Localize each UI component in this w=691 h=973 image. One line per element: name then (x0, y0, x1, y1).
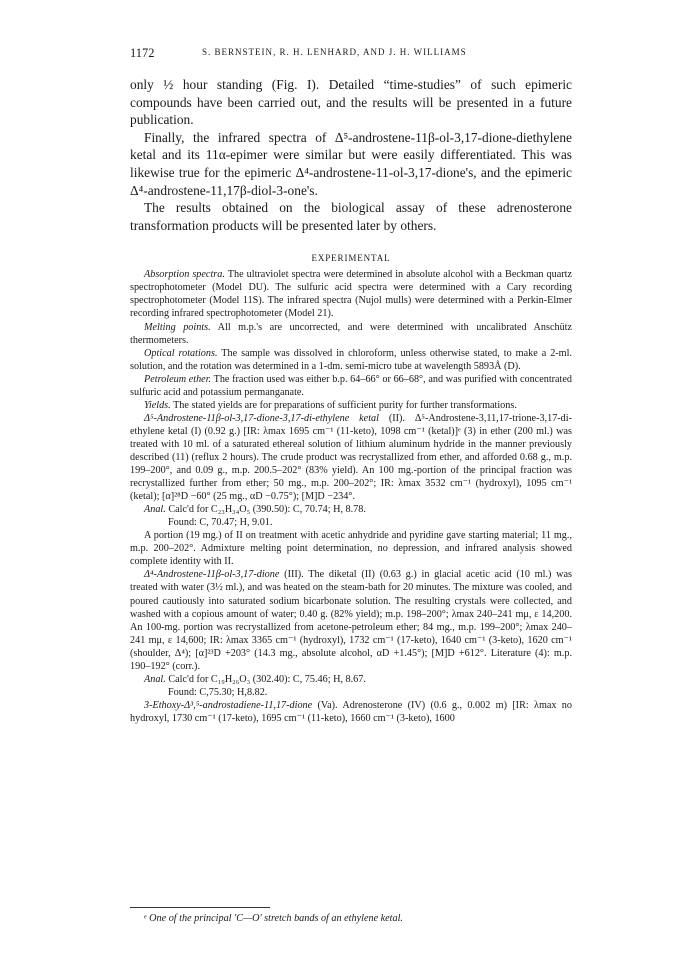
experimental-paragraph (130, 412, 572, 503)
experimental-paragraph (130, 503, 572, 516)
experimental-paragraph (130, 399, 572, 412)
running-title: S. BERNSTEIN, R. H. LENHARD, AND J. H. WILLIAMS (202, 47, 467, 57)
experimental-paragraph (130, 516, 572, 529)
paragraph-text: (III). The diketal (II) (0.63 g.) in glacial acetic acid (10 ml.) was treated with water (3½ ml.), and was heated on the steam-bath for 20 minutes. The mixture was cooled, and poured cautiously into saturated sodium bicarbonate solution. The resulting crystals were collected, and washed with a copious amount of water; 0.40 g. (82% yield); m.p. 198–200°; λmax 240–241 mμ, ε 14,200. An 100-mg. portion was recrystallized from acetone-petroleum ether; 84 mg., m.p. 199–200°; λmax 240–241 mμ, ε 14,600; IR: λmax 3365 cm⁻¹ (hydroxyl), 1732 cm⁻¹ (17-keto), 1640 cm⁻¹ (3-keto), 1620 cm⁻¹ (shoulder, Δ⁴); [α]²³D +203° (14.3 mg., absolute alcohol, αD +1.45°); [M]D +612°. Literature (4): m.p. 190–192° (corr.). (130, 569, 572, 672)
experimental-paragraph (130, 268, 572, 320)
paragraph-label: Melting points. (144, 321, 211, 333)
experimental-paragraph (130, 568, 572, 672)
paragraph-label: Yields. (144, 399, 171, 411)
paragraph-text: Calc'd for C₁₉H₂₆O₃ (302.40): C, 75.46; H, 8.67. (165, 673, 366, 685)
footnote-text: One of the principal 'C—O' stretch bands of an ethylene ketal. (146, 913, 403, 924)
paragraph-label: Petroleum ether. (144, 373, 212, 385)
intro-paragraph: only ½ hour standing (Fig. I). Detailed “time-studies” of such epimeric compounds have been carried out, and the results will be presented in a future publication. (130, 77, 572, 128)
paragraph-text: The sample was dissolved in chloroform, unless otherwise stated, to make a 2-ml. solution, and the rotation was determined in a 1-dm. semi-micro tube at wavelength 5893Å (D). (130, 347, 572, 372)
paragraph-text: The stated yields are for preparations of sufficient purity for further transformations. (170, 399, 517, 411)
paragraph-text: Found: C, 70.47; H, 9.01. (168, 517, 273, 529)
paragraph-text: Found: C,75.30; H,8.82. (168, 686, 268, 698)
experimental-paragraph (130, 699, 572, 725)
section-heading: EXPERIMENTAL (311, 253, 391, 264)
footnote (144, 913, 403, 924)
paragraph-text: All m.p.'s are uncorrected, and were determined with uncalibrated Anschütz thermometers. (130, 321, 573, 346)
paragraph-text: The fraction used was either b.p. 64–66° or 66–68°, and was purified with concentrated sulfuric acid and potassium permanganate. (130, 373, 573, 398)
footnote-mark: ᵉ (144, 913, 147, 924)
experimental-paragraph (130, 686, 572, 699)
paragraph-text: The ultraviolet spectra were determined in absolute alcohol with a Beckman quartz spectrophotometer (Model DU). The sulfuric acid spectra were determined with a Cary recording spectrophotometer (Model 11S). The infrared spectra (Nujol mulls) were determined with a Perkin-Elmer recording infrared spectrophotometer (Model 21). (130, 269, 573, 320)
experimental-paragraph (130, 373, 572, 399)
paragraph-label: Δ⁵-Androstene-11β-ol-3,17-dione-3,17-di-ethylene ketal (144, 412, 379, 424)
experimental-section (130, 268, 572, 725)
paragraph-text: Calc'd for C₂₃H₃₄O₅ (390.50): C, 70.74; H, 8.78. (165, 504, 366, 516)
paragraph-text: (II). Δ⁵-Androstene-3,11,17-trione-3,17-di-ethylene ketal (I) (0.92 g.) [IR: λmax 1695 cm⁻¹ (11-keto), 1098 cm⁻¹ (ketal)]ᵉ (3) in ether (200 ml.) was treated with 10 ml. of a saturated ethereal solution of lithium aluminum hydride in the manner previously described (11) (reflux 2 hours). The crude product was recrystallized from ether, and afforded 0.68 g., m.p. 199–200°, and 0.09 g., m.p. 200.5–202° (83% yield). An 100 mg.-portion of the principal fraction was recrystallized further from ether; 50 mg., m.p. 200–202°; IR: λmax 3532 cm⁻¹ (hydroxyl), 1095 cm⁻¹ (ketal); [α]²⁸D −60° (25 mg., αD −0.75°); [M]D −234°. (130, 412, 572, 503)
paragraph-label: Optical rotations. (144, 347, 218, 359)
paragraph-text: (Va). Adrenosterone (IV) (0.6 g., 0.002 m) [IR: λmax no hydroxyl, 1730 cm⁻¹ (17-keto), 1695 cm⁻¹ (11-keto), 1660 cm⁻¹ (3-keto), 1600 (130, 699, 572, 724)
paragraph-label: Absorption spectra. (144, 269, 225, 281)
intro-paragraph: Finally, the infrared spectra of Δ⁵-androstene-11β-ol-3,17-dione-diethylene ketal and its 11α-epimer were similar but were easily differentiated. This was likewise true for the epimeric Δ⁴-androstene-11-ol-3,17-dione's, and the epimeric Δ⁴-androstene-11,17β-diol-3-one's. (130, 129, 572, 198)
experimental-paragraph (130, 321, 572, 347)
paragraph-label: 3-Ethoxy-Δ³,⁵-androstadiene-11,17-dione (144, 699, 313, 711)
paragraph-text: A portion (19 mg.) of II on treatment with acetic anhydride and pyridine gave starting material; 11 mg., m.p. 200–202°. Admixture melting point determination, no depression, and infrared analysis showed complete identity with II. (130, 530, 572, 568)
page-header (130, 46, 570, 62)
paragraph-label: Δ⁴-Androstene-11β-ol-3,17-dione (144, 569, 280, 581)
page-number: 1172 (130, 46, 155, 60)
page-body (130, 76, 572, 725)
experimental-paragraph (130, 529, 572, 568)
paragraph-label: Anal. (144, 504, 166, 516)
paragraph-label: Anal. (144, 673, 166, 685)
experimental-paragraph (130, 347, 572, 373)
intro-paragraph: The results obtained on the biological assay of these adrenosterone transformation products will be presented later by others. (130, 200, 572, 233)
footnote-rule (130, 907, 270, 908)
experimental-paragraph (130, 673, 572, 686)
